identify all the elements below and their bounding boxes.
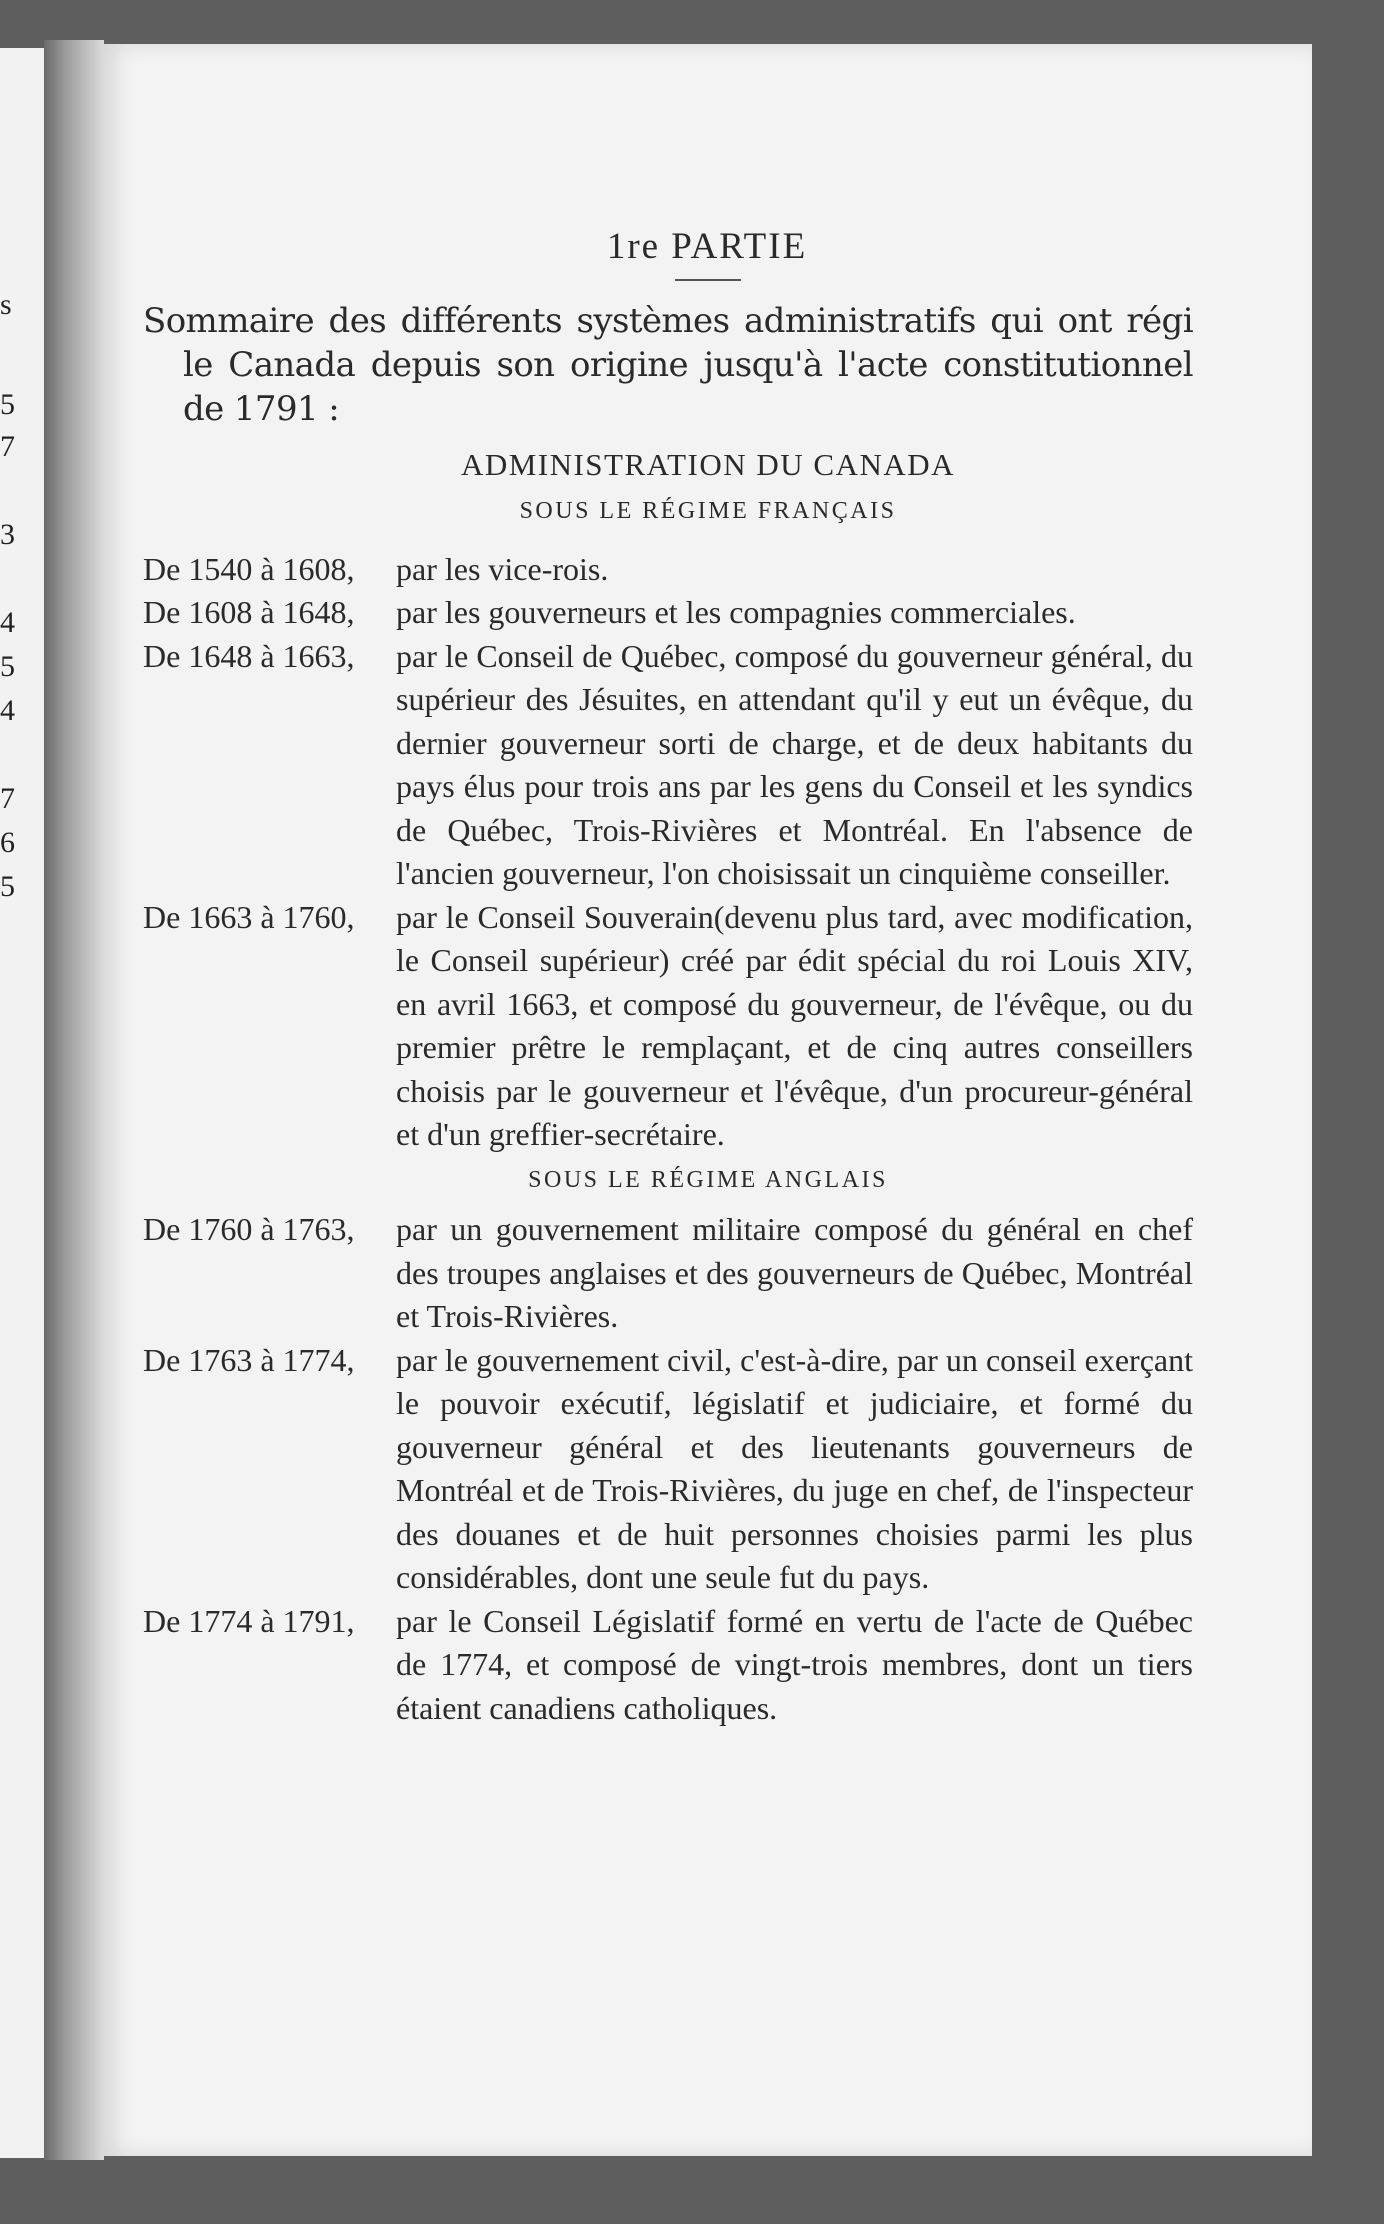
margin-number: 7: [0, 430, 15, 463]
entry-date: De 1763 à 1774,: [143, 1341, 355, 1378]
margin-number: 4: [0, 694, 15, 727]
previous-page-edge: [0, 48, 44, 2158]
margin-number: 4: [0, 606, 15, 639]
timeline-entry: [143, 1600, 1193, 1731]
margin-number: 7: [0, 782, 15, 815]
margin-number: 6: [0, 826, 15, 859]
margin-number: 5: [0, 650, 15, 683]
timeline-entry: [143, 548, 1193, 592]
timeline-entry: [143, 1339, 1193, 1600]
part-title: 1re PARTIE: [606, 226, 808, 267]
margin-number: 3: [0, 518, 15, 551]
english-regime-heading: SOUS LE RÉGIME ANGLAIS: [528, 1166, 888, 1193]
entry-text: par les vice-rois.: [396, 550, 609, 587]
entry-date: De 1663 à 1760,: [143, 898, 355, 935]
entry-text: par les gouverneurs et les compagnies commerciales.: [396, 594, 1076, 630]
margin-number: 5: [0, 870, 15, 903]
entry-date: De 1540 à 1608,: [143, 550, 355, 587]
entry-text: par un gouvernement militaire composé du général en chef des troupes anglaises et des gouverneurs de Québec, Montréal et Trois-Rivières.: [396, 1211, 1193, 1334]
title-divider: [675, 279, 741, 281]
entry-text: par le Conseil Législatif formé en vertu de l'acte de Québec de 1774, et composé de vingt-trois membres, dont un tiers étaient canadiens catholiques.: [396, 1602, 1193, 1726]
page-content: [143, 225, 1193, 1730]
entry-text: par le Conseil Souverain(devenu plus tard, avec modification, le Conseil supérieur) créé par édit spécial du roi Louis XIV, en avril 1663, et composé du gouverneur, de l'évêque, ou du premier prêtre le remplaçant, et de cinq autres conseillers choisis par le gouverneur et l'évêque, d'un procureur-général et d'un greffier-secrétaire.: [396, 898, 1193, 1152]
timeline-entry: [143, 591, 1193, 635]
margin-number: s: [0, 288, 12, 321]
timeline-entry: [143, 896, 1193, 1157]
section-title: ADMINISTRATION DU CANADA: [460, 446, 956, 482]
entry-date: De 1608 à 1648,: [143, 594, 355, 630]
summary-paragraph: Sommaire des différents systèmes administratifs qui ont régi le Canada depuis son origine jusqu'à l'acte constitutionnel de 1791 :: [143, 300, 1193, 429]
entry-text: par le gouvernement civil, c'est-à-dire, par un conseil exerçant le pouvoir exécutif, législatif et judiciaire, et formé du gouverneur général et des lieutenants gouverneurs de Montréal et de Trois-Rivières, du juge en chef, de l'inspecteur des douanes et de huit personnes choisies parmi les plus considérables, dont une seule fut du pays.: [396, 1341, 1193, 1595]
entry-date: De 1774 à 1791,: [143, 1602, 355, 1639]
entry-date: De 1760 à 1763,: [143, 1211, 355, 1247]
entry-text: par le Conseil de Québec, composé du gouverneur général, du supérieur des Jésuites, en attendant qu'il y eut un évêque, du dernier gouverneur sorti de charge, et de deux habitants du pays élus pour trois ans par les gens du Conseil et les syndics de Québec, Trois-Rivières et Montréal. En l'absence de l'ancien gouverneur, l'on choisissait un cinquième conseiller.: [396, 637, 1193, 891]
book-gutter: [44, 40, 104, 2160]
timeline-entry: [143, 635, 1193, 896]
entry-date: De 1648 à 1663,: [143, 637, 355, 674]
margin-number: 5: [0, 388, 15, 421]
french-regime-heading: SOUS LE RÉGIME FRANÇAIS: [519, 498, 897, 524]
timeline-entry: [143, 1208, 1193, 1339]
